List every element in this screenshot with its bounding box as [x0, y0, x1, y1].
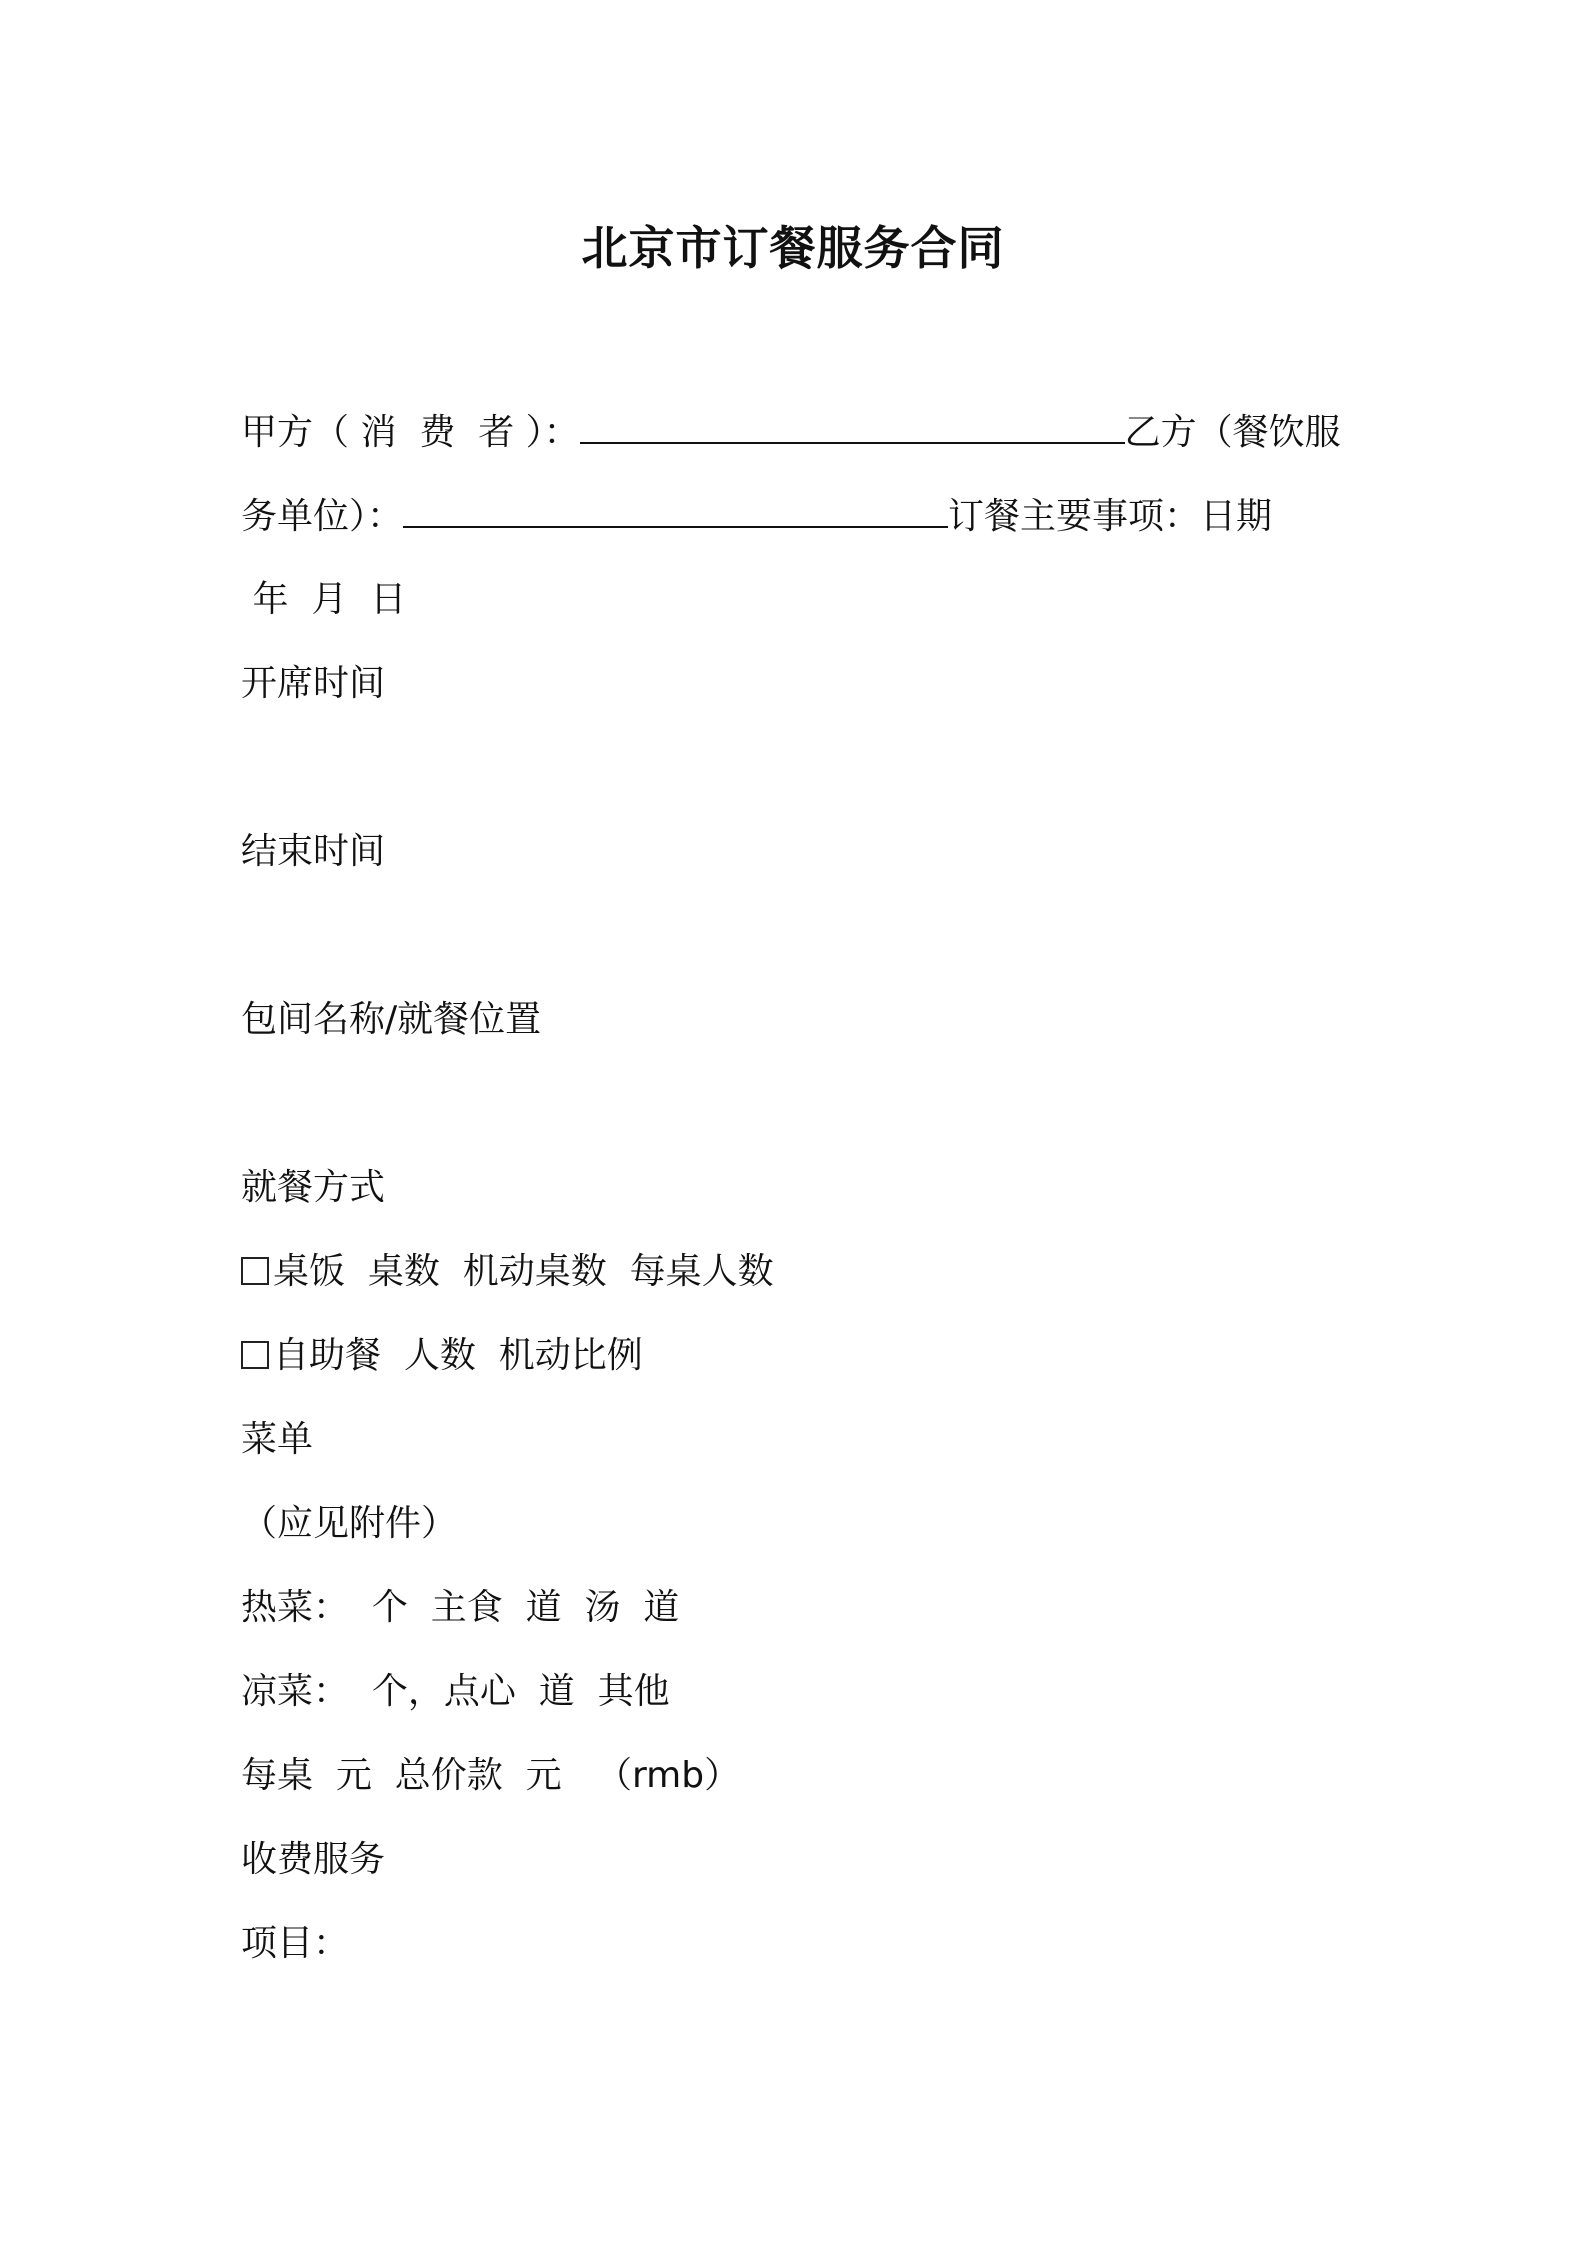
see-attachment-note: （应见附件）	[241, 1503, 458, 1544]
document-title: 北京市订餐服务合同	[581, 221, 1005, 275]
option-buffet-row	[241, 1332, 643, 1380]
date-ymd: 年 月 日	[241, 579, 407, 620]
option-buffet-label: 自助餐 人数 机动比例	[273, 1335, 643, 1376]
party-b-label-part1: 乙方（餐饮服	[1124, 412, 1341, 453]
hot-dishes-line: 热菜： 个 主食 道 汤 道	[241, 1587, 680, 1628]
party-b-label-part2: 务单位）：	[241, 496, 404, 537]
cold-dishes-line: 凉菜： 个，点心 道 其他	[241, 1671, 670, 1712]
table-meal-checkbox[interactable]	[241, 1257, 269, 1285]
option-table-row	[241, 1248, 774, 1296]
party-a-label: 甲方（ 消 费 者 ）：	[241, 412, 580, 453]
party-line-1	[241, 408, 1341, 457]
option-table-label: 桌饭 桌数 机动桌数 每桌人数	[273, 1251, 774, 1292]
paid-services-label: 收费服务	[241, 1839, 386, 1880]
menu-label: 菜单	[241, 1419, 314, 1460]
dining-style-label: 就餐方式	[241, 1167, 386, 1208]
start-time-label: 开席时间	[241, 663, 386, 704]
party-a-blank[interactable]	[580, 408, 1125, 444]
items-label: 项目：	[241, 1923, 350, 1964]
end-time-label: 结束时间	[241, 831, 386, 872]
buffet-checkbox[interactable]	[241, 1341, 269, 1369]
party-line-2	[241, 492, 1272, 541]
main-items-date: 订餐主要事项：日期	[948, 496, 1273, 537]
room-location-label: 包间名称/就餐位置	[241, 999, 542, 1040]
price-line: 每桌 元 总价款 元 （rmb）	[241, 1755, 741, 1796]
party-b-blank[interactable]	[403, 492, 948, 528]
